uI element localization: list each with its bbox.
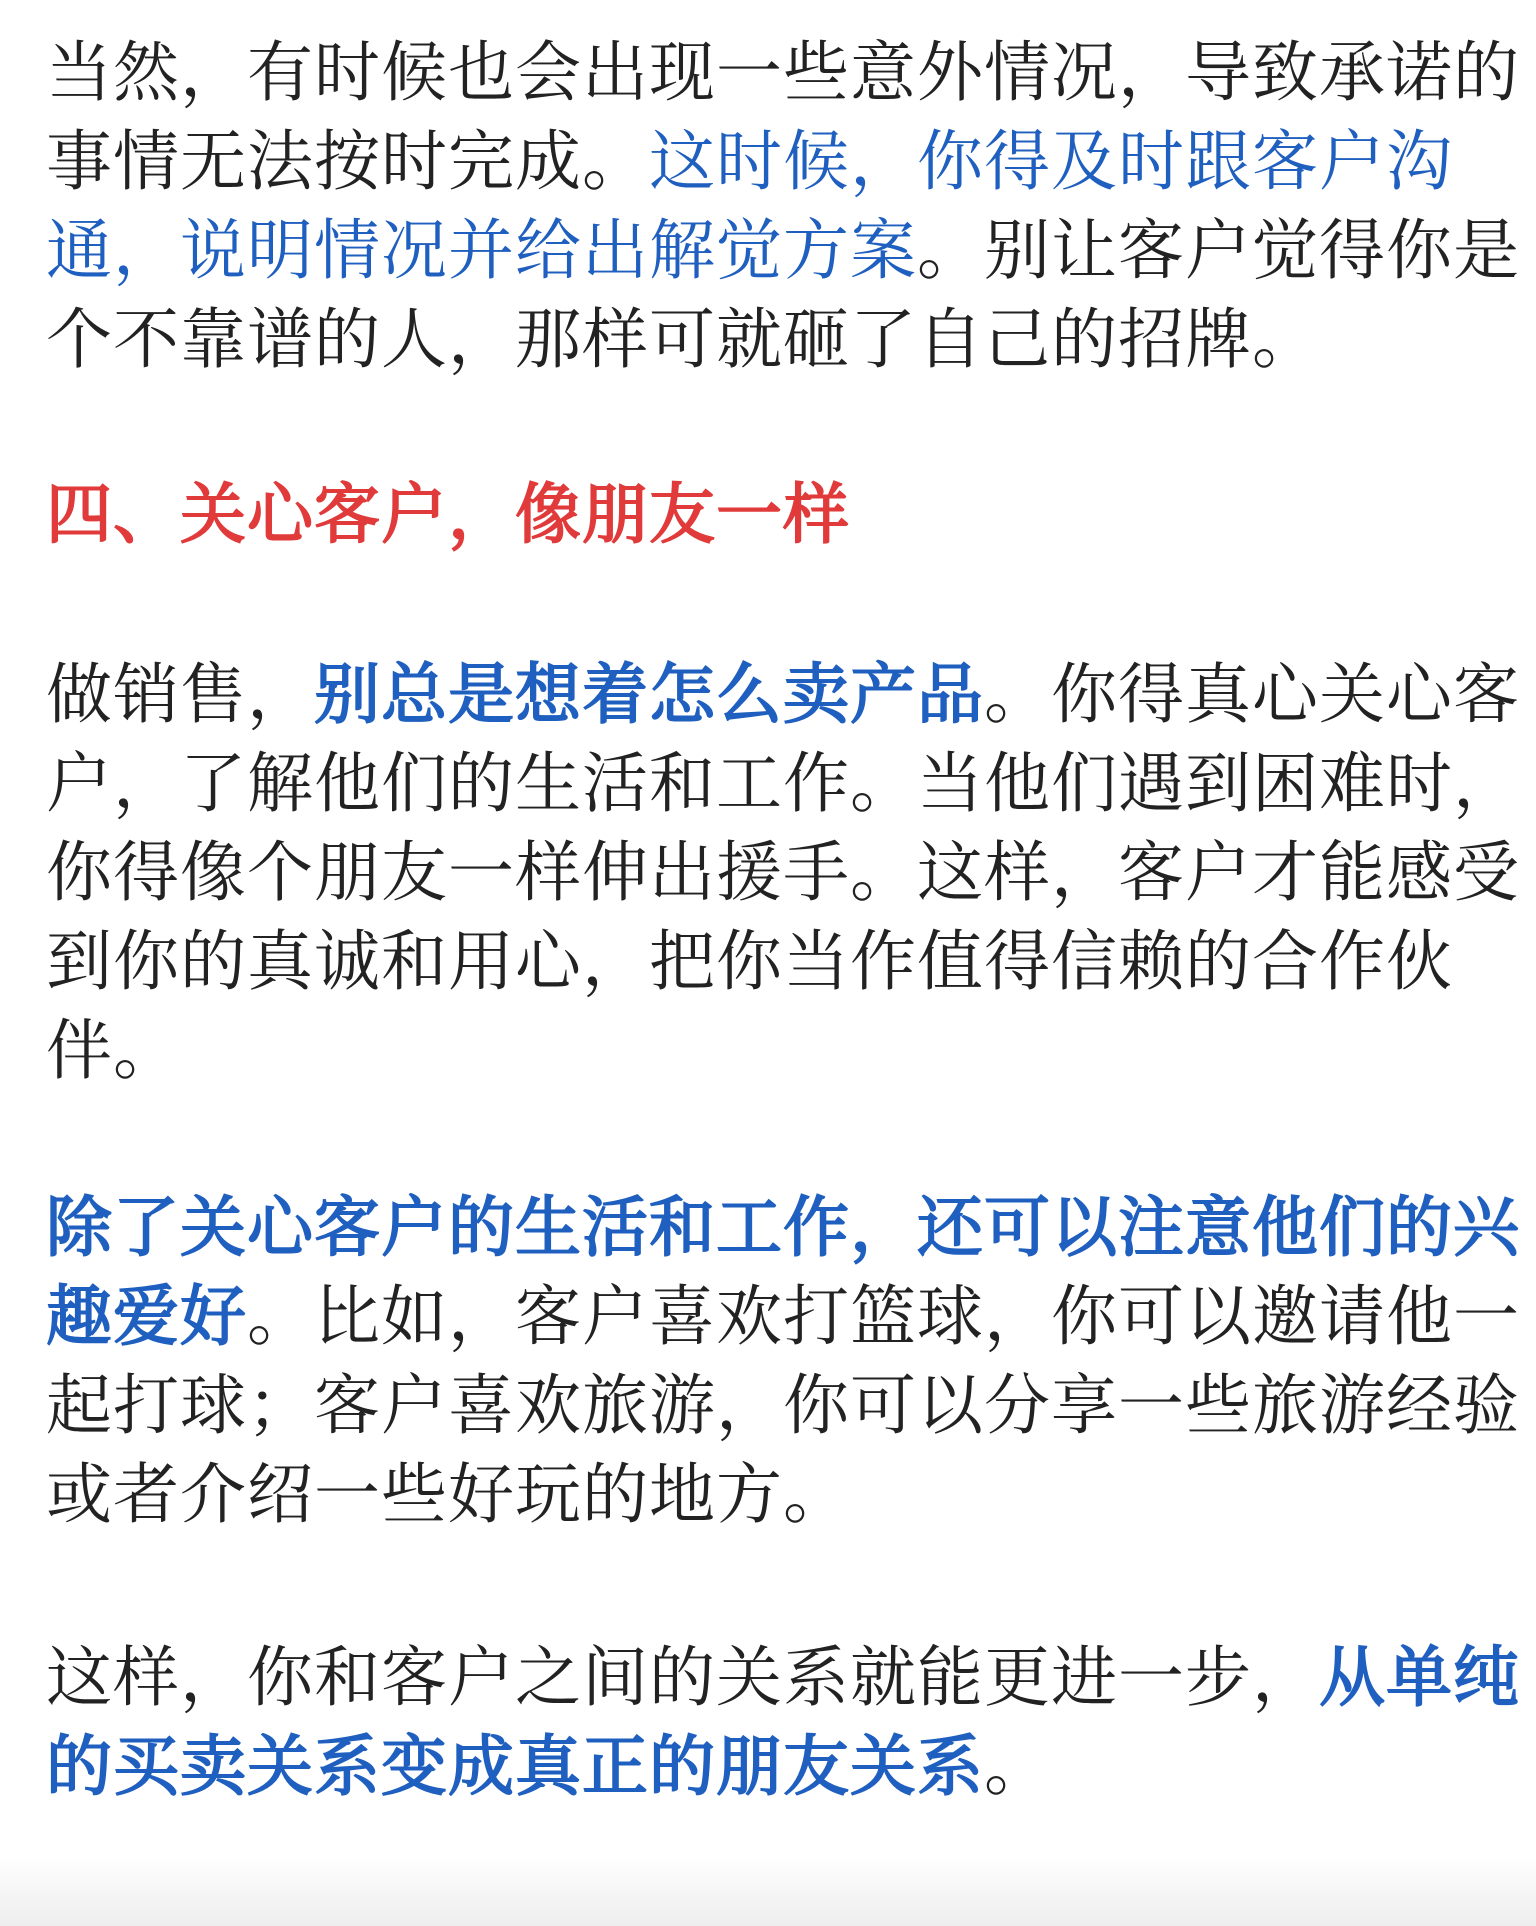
text-segment: 。别让客户觉得你是 (917, 212, 1520, 289)
paragraph-line (46, 117, 1466, 206)
text-segment: 到你的真诚和用心，把你当作值得信赖的合作伙 (46, 923, 1453, 1000)
paragraph-line (46, 739, 1520, 828)
text-segment: 户，了解他们的生活和工作。当他们遇到困难时， (46, 745, 1520, 822)
paragraph-line (46, 1272, 1520, 1361)
text-segment: 个不靠谱的人，那样可就砸了自己的招牌。 (46, 301, 1319, 378)
highlight-text: 趣爱好 (46, 1278, 247, 1355)
highlight-text: 从单纯 (1319, 1639, 1520, 1716)
section-heading-text: 四、关心客户，像朋友一样 (46, 476, 850, 553)
paragraph-line (46, 1450, 1466, 1539)
paragraph-line (46, 1361, 1520, 1450)
text-segment: 伴。 (46, 1012, 180, 1089)
paragraph-line (46, 828, 1520, 917)
text-segment: 当然，有时候也会出现一些意外情况，导致承诺的 (46, 34, 1520, 111)
highlight-text: 别总是想着怎么卖产品 (314, 656, 984, 733)
text-segment: 你得像个朋友一样伸出援手。这样，客户才能感受 (46, 834, 1520, 911)
bottom-shadow (0, 1856, 1536, 1926)
text-segment: 这样，你和客户之间的关系就能更进一步， (46, 1639, 1319, 1716)
paragraph-line (46, 650, 1520, 739)
text-segment: 。比如，客户喜欢打篮球，你可以邀请他一 (247, 1278, 1520, 1355)
paragraph-line (46, 1006, 1466, 1095)
paragraph-line (46, 1722, 1466, 1811)
paragraph-line (46, 295, 1466, 384)
paragraph-line (46, 1633, 1520, 1722)
highlight-text: 通，说明情况并给出解觉方案 (46, 212, 917, 289)
text-segment: 事情无法按时完成。 (46, 123, 649, 200)
highlight-text: 的买卖关系变成真正的朋友关系 (46, 1728, 984, 1805)
paragraph-hobbies (46, 1183, 1520, 1539)
paragraph-friendship (46, 1633, 1520, 1811)
paragraph-care-for-customers (46, 650, 1520, 1095)
highlight-text: 除了关心客户的生活和工作，还可以注意他们的兴 (46, 1189, 1520, 1266)
section-heading (46, 470, 1466, 559)
paragraph-unexpected-situations (46, 28, 1520, 384)
paragraph-line (46, 1183, 1520, 1272)
text-segment: 。 (984, 1728, 1051, 1805)
paragraph-line (46, 28, 1520, 117)
paragraph-line (46, 917, 1466, 1006)
text-segment: 。你得真心关心客 (984, 656, 1520, 733)
text-segment: 或者介绍一些好玩的地方。 (46, 1456, 850, 1533)
paragraph-line (46, 206, 1520, 295)
highlight-text: 这时候，你得及时跟客户沟 (649, 123, 1453, 200)
text-segment: 做销售， (46, 656, 314, 733)
text-segment: 起打球；客户喜欢旅游，你可以分享一些旅游经验 (46, 1367, 1520, 1444)
